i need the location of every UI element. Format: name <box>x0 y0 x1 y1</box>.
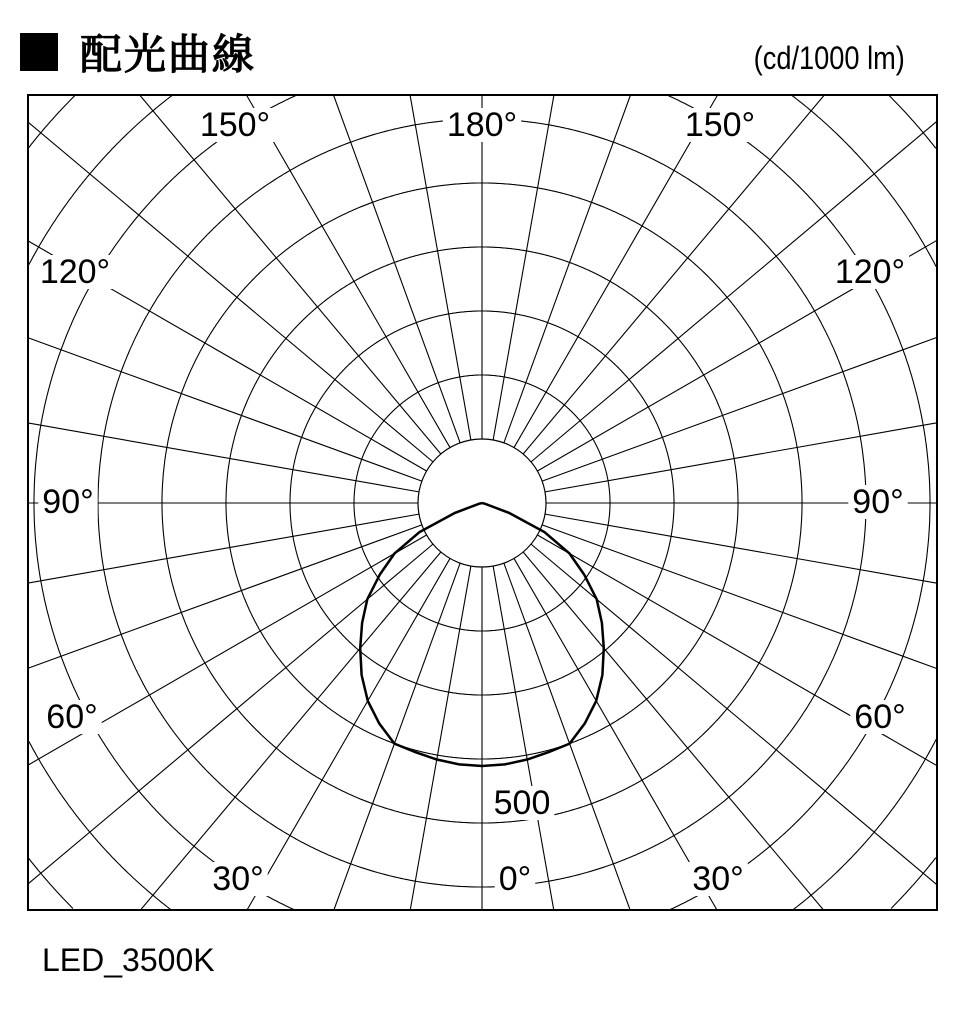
label-30-right-text: 30° <box>692 860 744 898</box>
label-150-left <box>196 106 274 144</box>
lamp-caption: LED_3500K <box>42 942 215 978</box>
label-120-left-text: 120° <box>39 253 111 291</box>
grid-spoke <box>523 95 824 454</box>
label-120-right <box>831 253 909 291</box>
radial-label-500-text: 500 <box>493 784 551 822</box>
label-30-right <box>688 860 747 898</box>
unit-label: (cd/1000 lm) <box>753 40 905 76</box>
label-30-left <box>208 860 267 898</box>
label-90-right-text: 90° <box>852 483 904 521</box>
label-90-left <box>38 483 97 521</box>
label-0-text: 0° <box>498 860 532 898</box>
label-180-text: 180° <box>446 106 518 144</box>
label-150-right <box>681 106 759 144</box>
grid-spoke <box>542 337 937 481</box>
grid-spoke <box>140 95 441 454</box>
grid-spoke <box>140 552 440 910</box>
label-60-left-text: 60° <box>46 698 98 736</box>
label-180 <box>443 106 521 144</box>
label-150-left-text: 150° <box>199 106 271 144</box>
radial-label-500 <box>490 784 555 822</box>
grid-spoke <box>523 552 823 910</box>
label-90-right <box>848 483 907 521</box>
label-90-left-text: 90° <box>42 483 94 521</box>
title-text: 配光曲線 <box>80 30 257 79</box>
grid-spoke <box>28 338 422 481</box>
label-120-right-text: 120° <box>834 253 906 291</box>
label-60-left <box>42 698 101 736</box>
label-30-left-text: 30° <box>212 860 264 898</box>
label-150-right-text: 150° <box>684 106 756 144</box>
label-0 <box>495 860 536 898</box>
grid-spoke <box>28 525 422 668</box>
grid-spoke <box>542 525 937 669</box>
label-60-right-text: 60° <box>854 698 906 736</box>
label-60-right <box>850 698 909 736</box>
label-120-left <box>36 253 114 291</box>
